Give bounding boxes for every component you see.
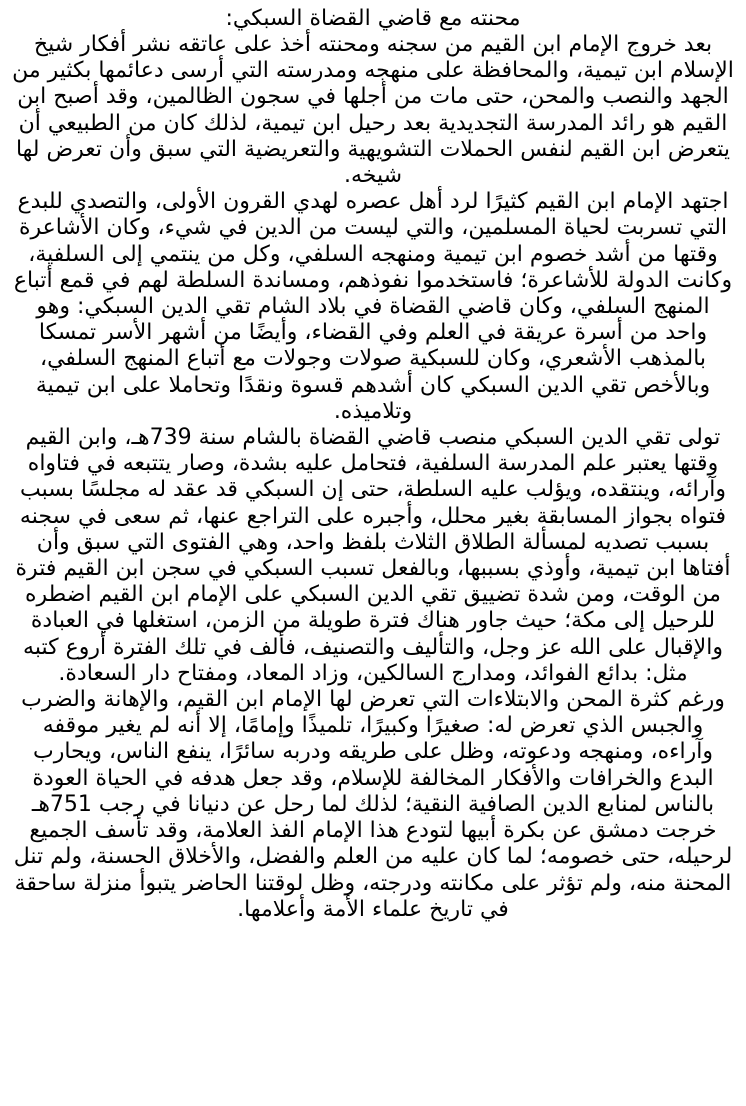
paragraph-ashari-opposition: اجتهد الإمام ابن القيم كثيرًا لرد أهل عصره لهدي القرون الأولى، والتصدي للبدع التي تسربت لحياة المسلمين، والتي ليست من الدين في شيء، وكان الأشاعرة وقتها من أشد خصوم ابن تيمية ومنهجه السلفي، وكل من ينتمي إلى السلفية، وكانت الدولة للأشاعرة؛ فاستخدموا نفوذهم، ومساندة السلطة لهم في قمع أتباع المنهج السلفي، وكان قاضي القضاة في بلاد الشام تقي الدين السبكي: وهو واحد من أسرة عريقة في العلم وفي القضاء، وأيضًا من أشهر الأسر تمسكا بالمذهب الأشعري، وكان للسبكية صولات وجولات مع أتباع المنهج السلفي، وبالأخص تقي الدين السبكي كان أشدهم قسوة ونقدًا وتحاملا على ابن تيمية وتلاميذه. [13, 189, 733, 424]
paragraph-aftermath: بعد خروج الإمام ابن القيم من سجنه ومحنته أخذ على عاتقه نشر أفكار شيخ الإسلام ابن تيمية، والمحافظة على منهجه ومدرسته التي أرسى دعائمها بكثير من الجهد والنصب والمحن، حتى مات من أجلها في سجون الظالمين، وقد أصبح ابن القيم هو رائد المدرسة التجديدية بعد رحيل ابن تيمية، لذلك كان من الطبيعي أن يتعرض ابن القيم لنفس الحملات التشويهية والتعريضية التي سبق وأن تعرض لها شيخه. [12, 32, 734, 189]
paragraph-legacy: ورغم كثرة المحن والابتلاءات التي تعرض لها الإمام ابن القيم، والإهانة والضرب والجبس الذي تعرض له: صغيرًا وكبيرًا، تلميذًا وإمامًا، إلا أنه لم يغير موقفه وآراءه، ومنهجه ودعوته، وظل على طريقه ودربه سائرًا، ينفع الناس، ويحارب البدع والخرافات والأفكار المخالفة للإسلام، وقد جعل هدفه في الحياة العودة بالناس لمنابع الدين الصافية النقية؛ لذلك لما رحل عن دنيانا في رجب 751هـ خرجت دمشق عن بكرة أبيها لتودع هذا الإمام الفذ العلامة، وقد تأسف الجميع لرحيله، حتى خصومه؛ لما كان عليه من العلم والفضل، والأخلاق الحسنة، ولم تنل المحنة منه، ولم تؤثر على مكانته ودرجته، وظل لوقتنا الحاضر يتبوأ منزلة ساحقة في تاريخ علماء الأمة وأعلامها. [13, 687, 733, 922]
section-title: محنته مع قاضي القضاة السبكي: [225, 6, 521, 31]
paragraph-subki-persecution: تولى تقي الدين السبكي منصب قاضي القضاة بالشام سنة 739هـ، وابن القيم وقتها يعتبر علم المدرسة السلفية، فتحامل عليه بشدة، وصار يتتبعه في فتاواه وآرائه، وينتقده، ويؤلب عليه السلطة، حتى إن السبكي قد عقد له مجلسًا بسبب فتواه بجواز المسابقة بغير محلل، وأجبره على التراجع عنها، ثم سعى في سجنه بسبب تصديه لمسألة الطلاق الثلاث بلفظ واحد، وهي الفتوى التي سبق وأن أفتاها ابن تيمية، وأوذي بسببها، وبالفعل تسبب السبكي في سجن ابن القيم فترة من الوقت، ومن شدة تضييق تقي الدين السبكي على الإمام ابن القيم اضطره للرحيل إلى مكة؛ حيث جاور هناك فترة طويلة من الزمن، استغلها في العبادة والإقبال على الله عز وجل، والتأليف والتصنيف، فألف في تلك الفترة أروع كتبه مثل: بدائع الفوائد، ومدارج السالكين، وزاد المعاد، ومفتاح دار السعادة. [15, 425, 731, 686]
